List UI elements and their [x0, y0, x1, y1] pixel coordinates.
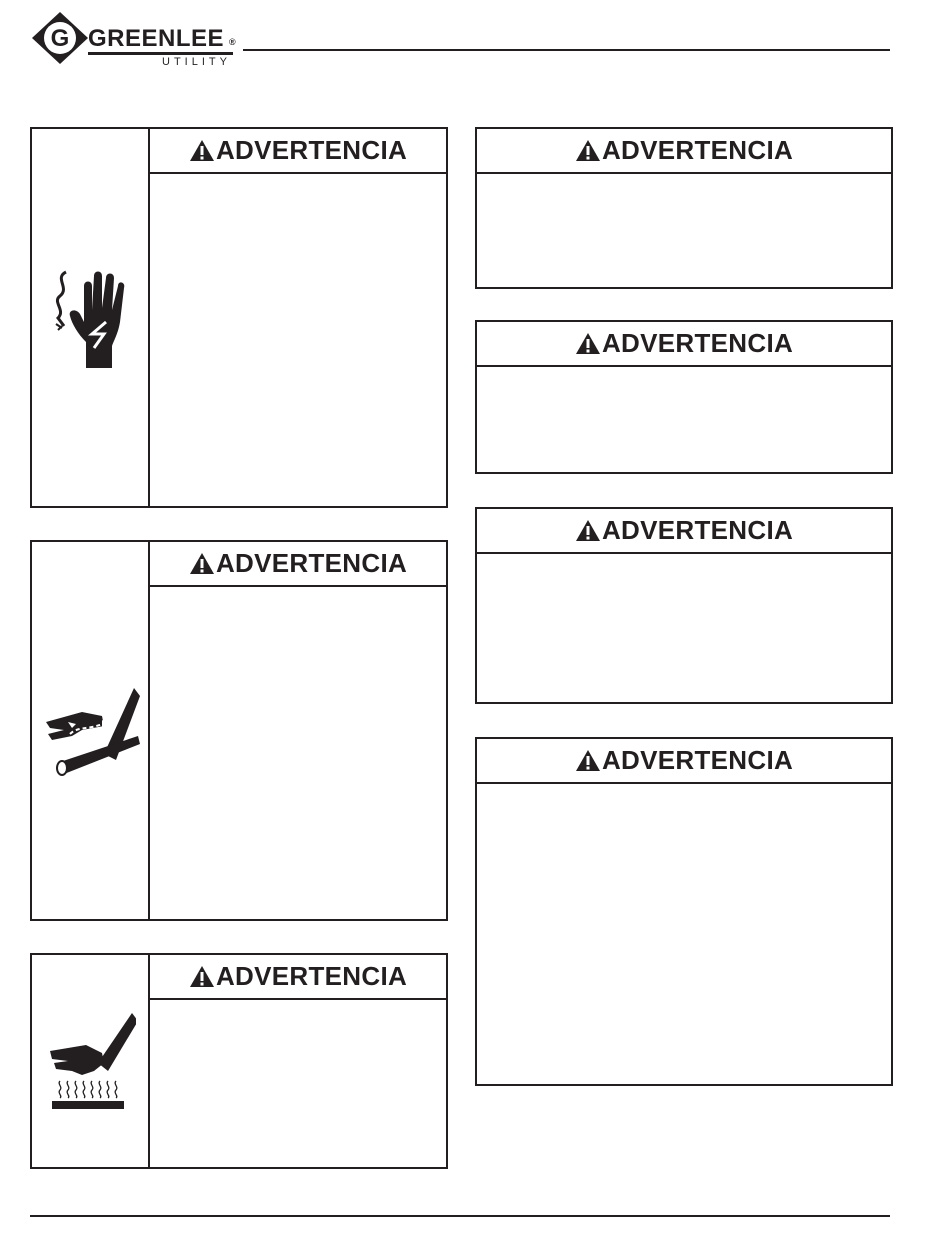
signal-word: [575, 515, 793, 546]
signal-word: [189, 961, 407, 992]
signal-word-text: ADVERTENCIA: [601, 745, 794, 775]
warning-triangle-icon: [575, 519, 601, 542]
warning-header: [477, 509, 891, 554]
greenlee-logo: [30, 10, 236, 70]
warning-box: [475, 320, 893, 474]
warning-box: [475, 737, 893, 1086]
warning-triangle-icon: [189, 552, 215, 575]
pictogram-column: [32, 129, 150, 506]
warning-triangle-icon: [575, 749, 601, 772]
greenlee-diamond-icon: [30, 10, 90, 66]
warning-box-cutting-hazard: [30, 540, 448, 921]
signal-word-text: ADVERTENCIA: [601, 515, 794, 545]
warning-box-hot-surface: [30, 953, 448, 1169]
warning-header: [150, 955, 446, 1000]
brand-name: GREENLEE: [88, 25, 225, 52]
signal-word: [575, 328, 793, 359]
signal-word: [189, 548, 407, 579]
warning-header: [150, 129, 446, 174]
warning-header: [477, 129, 891, 174]
warning-header: [150, 542, 446, 587]
warning-box: [475, 127, 893, 289]
signal-word-text: ADVERTENCIA: [601, 328, 794, 358]
warning-triangle-icon: [575, 332, 601, 355]
signal-word: [575, 135, 793, 166]
signal-word-text: ADVERTENCIA: [215, 135, 408, 165]
registered-mark: ®: [229, 37, 236, 47]
warning-box-electric-shock: [30, 127, 448, 508]
hot-surface-hand-icon: [46, 1011, 136, 1111]
signal-word-text: ADVERTENCIA: [601, 135, 794, 165]
warning-box: [475, 507, 893, 704]
header-rule: [243, 49, 890, 51]
signal-word: [189, 135, 407, 166]
warning-header: [477, 739, 891, 784]
logo-underline: [88, 52, 233, 55]
signal-word-text: ADVERTENCIA: [215, 548, 408, 578]
logo-letter: G: [50, 25, 70, 52]
warning-triangle-icon: [575, 139, 601, 162]
pictogram-column: [32, 955, 150, 1167]
warning-header: [477, 322, 891, 367]
warning-triangle-icon: [189, 139, 215, 162]
warning-triangle-icon: [189, 965, 215, 988]
cutting-hazard-hand-icon: [42, 682, 142, 782]
signal-word: [575, 745, 793, 776]
brand-subline: UTILITY: [162, 56, 231, 68]
pictogram-column: [32, 542, 150, 919]
electric-shock-hand-icon: [48, 264, 138, 374]
signal-word-text: ADVERTENCIA: [215, 961, 408, 991]
footer-rule: [30, 1215, 890, 1217]
